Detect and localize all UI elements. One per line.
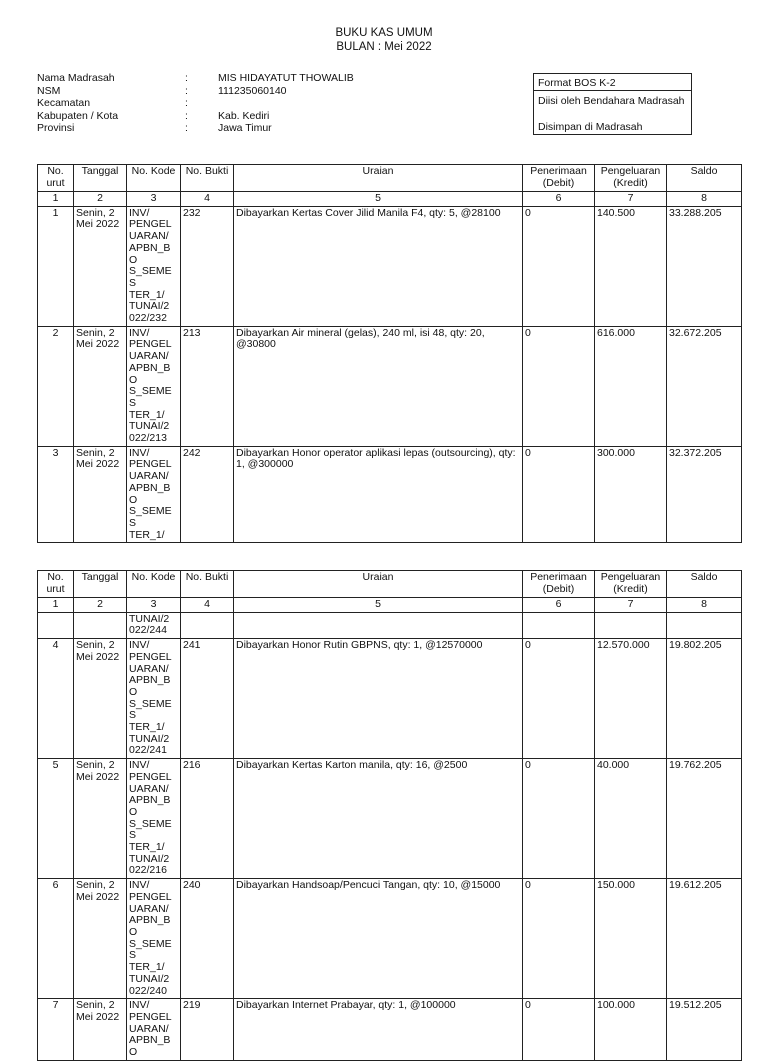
info-value: MIS HIDAYATUT THOWALIB bbox=[218, 72, 354, 84]
row-saldo: 32.372.205 bbox=[667, 446, 742, 543]
row-number: 3 bbox=[38, 446, 74, 543]
table-row bbox=[38, 446, 742, 543]
document-title: BUKU KAS UMUM bbox=[335, 27, 433, 39]
row-penerimaan: 0 bbox=[523, 759, 595, 879]
info-label: Kabupaten / Kota bbox=[37, 109, 119, 122]
col-kode: No. Kode bbox=[127, 165, 181, 192]
col-tanggal: Tanggal bbox=[74, 165, 127, 192]
format-code: Format BOS K-2 bbox=[538, 77, 616, 89]
row-penerimaan: 0 bbox=[523, 446, 595, 543]
row-pengeluaran: 150.000 bbox=[595, 879, 667, 999]
row-penerimaan: 0 bbox=[523, 326, 595, 446]
col-pengeluaran: Pengeluaran (Kredit) bbox=[595, 165, 667, 192]
school-info bbox=[37, 72, 418, 135]
row-kode: INV/ PENGEL UARAN/ APBN_BO S_SEMES TER_1/ TUNAI/2 022/232 bbox=[127, 206, 181, 326]
table-row bbox=[38, 879, 742, 999]
col-bukti: No. Bukti bbox=[181, 165, 234, 192]
table-row bbox=[38, 326, 742, 446]
col-num: 7 bbox=[595, 192, 667, 207]
info-label: Kecamatan bbox=[37, 97, 91, 110]
col-num: 5 bbox=[234, 192, 523, 207]
col-penerimaan: Penerimaan (Debit) bbox=[523, 165, 595, 192]
row-bukti: 232 bbox=[181, 206, 234, 326]
table-row bbox=[38, 206, 742, 326]
col-num: 7 bbox=[595, 598, 667, 613]
row-kode: INV/ PENGEL UARAN/ APBN_BO S_SEMES TER_1/ TUNAI/2 022/213 bbox=[127, 326, 181, 446]
row-bukti: 219 bbox=[181, 999, 234, 1061]
col-num: 6 bbox=[523, 192, 595, 207]
format-stored-at: Disimpan di Madrasah bbox=[538, 121, 643, 133]
row-saldo: 33.288.205 bbox=[667, 206, 742, 326]
col-num: 3 bbox=[127, 192, 181, 207]
info-colon: : bbox=[185, 84, 188, 97]
row-saldo: 19.762.205 bbox=[667, 759, 742, 879]
col-num: 1 bbox=[38, 192, 74, 207]
row-penerimaan: 0 bbox=[523, 999, 595, 1061]
info-label: NSM bbox=[37, 84, 61, 97]
col-saldo: Saldo bbox=[667, 165, 742, 192]
col-uraian: Uraian bbox=[234, 571, 523, 598]
col-num: 2 bbox=[74, 192, 127, 207]
table-row bbox=[38, 759, 742, 879]
row-pengeluaran: 616.000 bbox=[595, 326, 667, 446]
row-uraian: Dibayarkan Air mineral (gelas), 240 ml, isi 48, qty: 20, @30800 bbox=[234, 326, 523, 446]
col-bukti: No. Bukti bbox=[181, 571, 234, 598]
row-pengeluaran: 100.000 bbox=[595, 999, 667, 1061]
info-label: Provinsi bbox=[37, 122, 75, 135]
row-uraian: Dibayarkan Honor Rutin GBPNS, qty: 1, @12570000 bbox=[234, 639, 523, 759]
col-num: 4 bbox=[181, 598, 234, 613]
col-pengeluaran: Pengeluaran (Kredit) bbox=[595, 571, 667, 598]
col-num: 8 bbox=[667, 598, 742, 613]
row-date: Senin, 2 Mei 2022 bbox=[74, 206, 127, 326]
ledger-table-page-1 bbox=[37, 164, 742, 543]
info-colon: : bbox=[185, 122, 188, 135]
col-num: 3 bbox=[127, 598, 181, 613]
row-kode: INV/ PENGEL UARAN/ APBN_BO S_SEMES TER_1/ TUNAI/2 022/241 bbox=[127, 639, 181, 759]
row-number: 7 bbox=[38, 999, 74, 1061]
row-kode: INV/ PENGEL UARAN/ APBN_BO S_SEMES TER_1/ TUNAI/2 022/216 bbox=[127, 759, 181, 879]
col-tanggal: Tanggal bbox=[74, 571, 127, 598]
col-num: 8 bbox=[667, 192, 742, 207]
row-uraian: Dibayarkan Internet Prabayar, qty: 1, @100000 bbox=[234, 999, 523, 1061]
info-value: 111235060140 bbox=[218, 84, 287, 97]
continuation-row bbox=[38, 612, 742, 638]
row-saldo: 19.512.205 bbox=[667, 999, 742, 1061]
row-uraian: Dibayarkan Handsoap/Pencuci Tangan, qty: 10, @15000 bbox=[234, 879, 523, 999]
info-value: Kab. Kediri bbox=[218, 109, 270, 122]
document-period: BULAN : Mei 2022 bbox=[336, 41, 432, 53]
row-uraian: Dibayarkan Kertas Cover Jilid Manila F4, qty: 5, @28100 bbox=[234, 206, 523, 326]
row-date: Senin, 2 Mei 2022 bbox=[74, 879, 127, 999]
col-kode: No. Kode bbox=[127, 571, 181, 598]
row-penerimaan: 0 bbox=[523, 639, 595, 759]
col-num: 6 bbox=[523, 598, 595, 613]
info-colon: : bbox=[185, 97, 188, 110]
row-kode: INV/ PENGEL UARAN/ APBN_BO bbox=[127, 999, 181, 1061]
row-saldo: 19.802.205 bbox=[667, 639, 742, 759]
ledger-table-page-2 bbox=[37, 570, 742, 1061]
row-pengeluaran: 140.500 bbox=[595, 206, 667, 326]
info-colon: : bbox=[185, 72, 188, 84]
row-date: Senin, 2 Mei 2022 bbox=[74, 639, 127, 759]
info-row bbox=[37, 85, 418, 98]
table-row bbox=[38, 999, 742, 1061]
info-value: Jawa Timur bbox=[218, 122, 272, 135]
col-num: 4 bbox=[181, 192, 234, 207]
row-bukti: 213 bbox=[181, 326, 234, 446]
col-saldo: Saldo bbox=[667, 571, 742, 598]
row-number: 4 bbox=[38, 639, 74, 759]
info-label: Nama Madrasah bbox=[37, 72, 115, 84]
row-penerimaan: 0 bbox=[523, 206, 595, 326]
row-kode: INV/ PENGEL UARAN/ APBN_BO S_SEMES TER_1/ bbox=[127, 446, 181, 543]
row-date: Senin, 2 Mei 2022 bbox=[74, 759, 127, 879]
row-number: 6 bbox=[38, 879, 74, 999]
row-pengeluaran: 300.000 bbox=[595, 446, 667, 543]
col-num: 1 bbox=[38, 598, 74, 613]
col-num: 5 bbox=[234, 598, 523, 613]
row-bukti: 216 bbox=[181, 759, 234, 879]
info-row bbox=[37, 97, 418, 110]
continued-kode: TUNAI/2 022/244 bbox=[127, 612, 181, 638]
info-row bbox=[37, 122, 418, 135]
col-uraian: Uraian bbox=[234, 165, 523, 192]
format-filled-by: Diisi oleh Bendahara Madrasah bbox=[538, 95, 685, 107]
row-date: Senin, 2 Mei 2022 bbox=[74, 446, 127, 543]
row-saldo: 32.672.205 bbox=[667, 326, 742, 446]
col-no: No. urut bbox=[38, 571, 74, 598]
info-row bbox=[37, 110, 418, 123]
row-pengeluaran: 12.570.000 bbox=[595, 639, 667, 759]
table-row bbox=[38, 639, 742, 759]
row-bukti: 240 bbox=[181, 879, 234, 999]
row-saldo: 19.612.205 bbox=[667, 879, 742, 999]
info-row bbox=[37, 72, 418, 85]
format-box bbox=[533, 73, 692, 135]
row-kode: INV/ PENGEL UARAN/ APBN_BO S_SEMES TER_1/ TUNAI/2 022/240 bbox=[127, 879, 181, 999]
row-uraian: Dibayarkan Kertas Karton manila, qty: 16, @2500 bbox=[234, 759, 523, 879]
info-value bbox=[218, 97, 418, 110]
info-colon: : bbox=[185, 109, 188, 122]
row-date: Senin, 2 Mei 2022 bbox=[74, 326, 127, 446]
row-uraian: Dibayarkan Honor operator aplikasi lepas (outsourcing), qty: 1, @300000 bbox=[234, 446, 523, 543]
row-number: 2 bbox=[38, 326, 74, 446]
row-date: Senin, 2 Mei 2022 bbox=[74, 999, 127, 1061]
row-bukti: 241 bbox=[181, 639, 234, 759]
row-penerimaan: 0 bbox=[523, 879, 595, 999]
col-penerimaan: Penerimaan (Debit) bbox=[523, 571, 595, 598]
row-number: 5 bbox=[38, 759, 74, 879]
row-number: 1 bbox=[38, 206, 74, 326]
row-bukti: 242 bbox=[181, 446, 234, 543]
col-no: No. urut bbox=[38, 165, 74, 192]
col-num: 2 bbox=[74, 598, 127, 613]
column-number-row bbox=[38, 598, 742, 613]
column-number-row bbox=[38, 192, 742, 207]
row-pengeluaran: 40.000 bbox=[595, 759, 667, 879]
